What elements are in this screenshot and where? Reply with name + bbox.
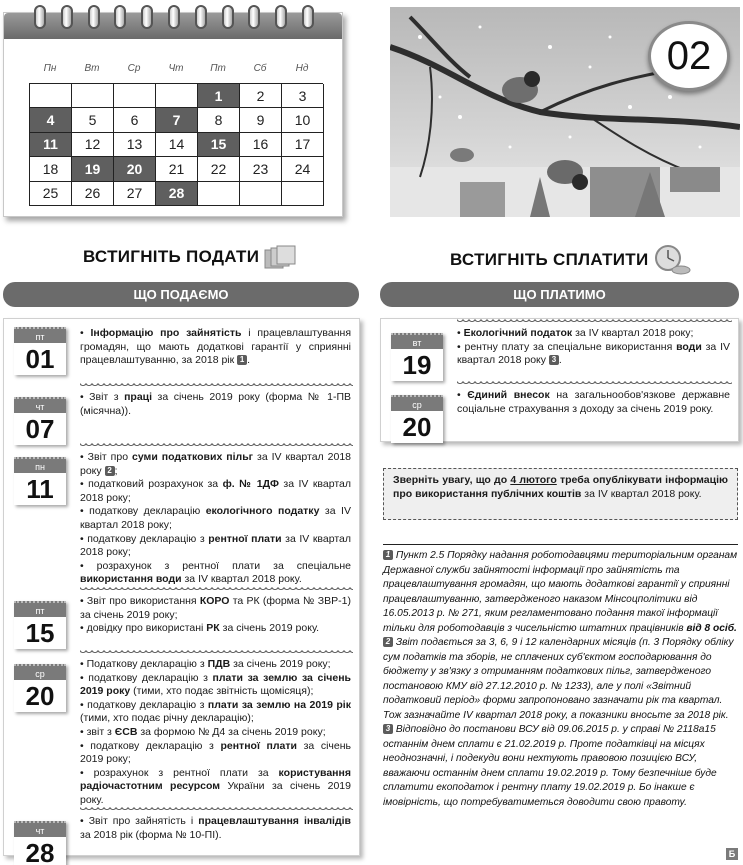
- weekday-abbr: вт: [391, 333, 443, 349]
- calendar-day: 12: [72, 133, 114, 157]
- wavy-divider: [80, 383, 353, 388]
- calendar-day: 11: [30, 133, 72, 157]
- weekday-label: Пн: [43, 63, 57, 74]
- weekday-abbr: ср: [391, 395, 443, 411]
- submit-section-label: ЩО ПОДАЄМО: [3, 282, 359, 307]
- calendar-day: 27: [114, 182, 156, 206]
- pay-title: [450, 244, 693, 276]
- day-number: 28: [25, 838, 55, 865]
- binder-ring-icon: [88, 5, 100, 29]
- binder-ring-icon: [168, 5, 180, 29]
- entry-description: • Інформацію про зайнятість і працевлаштування громадян, що мають додаткові гарантії у сприянні працевлаштуванню, за 2018 рік 1 .: [80, 327, 352, 367]
- date-tear-off-icon: [14, 601, 66, 649]
- calendar-day: 2: [240, 84, 282, 108]
- entry-description: • Єдиний внесок на загальнообов'язкове державне соціальне страхування з доходу за січень 2019 року.: [457, 389, 731, 415]
- wavy-divider: [80, 587, 353, 592]
- date-tear-off-icon: [391, 395, 443, 443]
- day-number: 11: [26, 474, 54, 504]
- calendar-day: 20: [114, 157, 156, 181]
- footnote-number: 1: [383, 550, 393, 560]
- weekday-label: Нд: [295, 63, 309, 74]
- calendar-day: 24: [282, 157, 324, 181]
- binder-ring-icon: [302, 5, 314, 29]
- weekday-abbr: пт: [14, 601, 66, 617]
- day-number: 20: [25, 680, 55, 711]
- binder-ring-icon: [34, 5, 46, 29]
- calendar-day: 3: [282, 84, 324, 108]
- day-number: 07: [25, 414, 55, 444]
- deadline-entry: [4, 650, 359, 808]
- calendar-day: 15: [198, 133, 240, 157]
- date-tear-off-icon: [14, 664, 66, 712]
- binder-ring-icon: [61, 5, 73, 29]
- calendar-empty-cell: [282, 182, 324, 206]
- public-funds-notice: [383, 468, 738, 520]
- deadline-entry: [4, 443, 359, 587]
- date-tear-off-icon: [14, 397, 66, 445]
- binder-ring-icon: [114, 5, 126, 29]
- wavy-divider: [457, 319, 732, 324]
- weekday-abbr: пн: [14, 457, 66, 473]
- entry-description: • Звіт про зайнятість і працевлаштування інвалідів за 2018 рік (форма № 10-ПІ).: [80, 815, 351, 842]
- deadline-entry: [4, 383, 359, 443]
- pay-section-label: ЩО ПЛАТИМО: [380, 282, 739, 307]
- wavy-divider: [80, 443, 353, 448]
- calendar-day: 8: [198, 108, 240, 132]
- date-tear-off-icon: [14, 821, 66, 865]
- entry-description: • Податкову декларацію з ПДВ за січень 2019 року; • податкову декларацію з плати за землю за січень 2019 року (тими, хто подає звітність щомісяця); • податкову декларацію з плати за землю на 2019 рік (тими, хто подає річну декларацію); • звіт з ЄСВ за формою № Д4 за січень 2019 року; • податкову декларацію з рентної плати за січень 2019 року; • розрахунок з рентної плати за користування радіочастотним ресурсом України за січень 2019 року.: [80, 657, 351, 806]
- calendar-day: 23: [240, 157, 282, 181]
- calendar-day: 10: [282, 108, 324, 132]
- page-marker: Б: [726, 848, 738, 860]
- calendar-empty-cell: [240, 182, 282, 206]
- deadline-entry: [4, 807, 359, 865]
- calendar-day: 14: [156, 133, 198, 157]
- calendar-grid: [29, 83, 323, 206]
- calendar-day: 13: [114, 133, 156, 157]
- calendar-day: 25: [30, 182, 72, 206]
- wavy-divider: [457, 381, 732, 386]
- calendar-day: 5: [72, 108, 114, 132]
- weekday-label: Ср: [127, 63, 141, 74]
- binder-ring-icon: [195, 5, 207, 29]
- calendar-day: 16: [240, 133, 282, 157]
- wavy-divider: [80, 650, 353, 655]
- binder-ring-icon: [141, 5, 153, 29]
- deadline-entry: [4, 587, 359, 650]
- weekday-abbr: пт: [14, 327, 66, 343]
- winter-birds-illustration: [390, 7, 740, 217]
- weekday-abbr: чт: [14, 397, 66, 413]
- pay-list: [380, 318, 739, 442]
- date-tear-off-icon: [14, 327, 66, 375]
- date-tear-off-icon: [391, 333, 443, 381]
- entry-description: • Звіт з праці за січень 2019 року (форма № 1-ПВ (місячна)).: [80, 391, 351, 417]
- calendar-day: 6: [114, 108, 156, 132]
- day-number: 15: [25, 617, 55, 648]
- binder-ring-icon: [222, 5, 234, 29]
- calendar-empty-cell: [72, 84, 114, 108]
- calendar-day: 9: [240, 108, 282, 132]
- folders-icon: [263, 244, 297, 270]
- deadline-entry: [381, 381, 738, 442]
- calendar-day: 28: [156, 182, 198, 206]
- entry-description: • Звіт про суми податкових пільг за IV квартал 2018 року 2 ; • податковий розрахунок за ф. № 1ДФ за IV квартал 2018 року; • податкову декларацію екологічного податку за IV квартал 2018 року; • податкову декларацію з рентної плати за IV квартал 2018 року; • розрахунок з рентної плати за спеціальне використання води за IV квартал 2018 року.: [80, 451, 352, 586]
- calendar-day: 26: [72, 182, 114, 206]
- calendar-day: 17: [282, 133, 324, 157]
- binder-ring-icon: [275, 5, 287, 29]
- weekday-abbr: ср: [14, 664, 66, 680]
- wavy-divider: [80, 807, 353, 812]
- day-number: 20: [402, 412, 432, 442]
- weekday-abbr: чт: [14, 821, 66, 837]
- weekday-label: Вт: [84, 63, 100, 74]
- notice-text: Зверніть увагу, що до 4 лютого треба опублікувати інформацію про використання публічних коштів за IV квартал 2018 року.: [393, 474, 728, 500]
- weekday-label: Пт: [210, 63, 226, 74]
- deadline-entry: [381, 319, 738, 381]
- footnote-number: 2: [383, 637, 393, 647]
- submit-list: [3, 318, 360, 865]
- entry-description: • Екологічний податок за IV квартал 2018 року; • рентну плату за спеціальне використання води за IV квартал 2018 року 3 .: [457, 327, 730, 367]
- entry-description: • Звіт про використання КОРО та РК (форма № ЗВР-1) за січень 2019 року; • довідку про використані РК за січень 2019 року.: [80, 594, 351, 635]
- calendar-day: 21: [156, 157, 198, 181]
- weekday-label: Чт: [168, 63, 184, 74]
- weekday-header: [29, 63, 323, 74]
- calendar-empty-cell: [156, 84, 198, 108]
- submit-title: [83, 244, 297, 270]
- footnote-3: 3 Відповідно до постанови ВСУ від 09.06.2015 р. у справі № 2118а15 останнім днем сплати є 21.02.2019 р. Проте податківці на місцях неоднозначні, і подекуди вони нехтують правовою позицією ВСУ, вважаючи останнім днем сплати 19.02.2019 р. Тому безпечніше буде сплатити екоподаток і рентну плату 19.02.2019 р. Бо інакше є імовірність, що потребуватиметься доводити свою правоту.: [383, 724, 717, 808]
- calendar-day: 1: [198, 84, 240, 108]
- calendar-empty-cell: [114, 84, 156, 108]
- footnotes: [383, 544, 738, 810]
- clock-money-icon: [653, 244, 693, 276]
- date-tear-off-icon: [14, 457, 66, 505]
- calendar-day: 4: [30, 108, 72, 132]
- calendar-day: 22: [198, 157, 240, 181]
- calendar-day: 19: [72, 157, 114, 181]
- calendar-day: 7: [156, 108, 198, 132]
- footnote-1: 1 Пункт 2.5 Порядку надання роботодавцями територіальним органам Державної служби зайнятості інформації про зайнятість та працевлаштування громадян, що мають додаткові гарантії у сприянні працевлаштуванню, затвердженого наказом Мінсоцполітики від 16.05.2013 р. № 271, яким регламентовано подання такої інформації тільки для роботодавців з чисельністю штатних працівників від 8 осіб.: [383, 550, 738, 634]
- weekday-label: Сб: [253, 63, 267, 74]
- pay-title-text: ВСТИГНІТЬ СПЛАТИТИ: [450, 250, 649, 269]
- day-number: 01: [25, 344, 55, 374]
- deadline-entry: [4, 319, 359, 383]
- month-number-badge: 02: [648, 21, 730, 91]
- month-calendar: [3, 12, 343, 217]
- footnote-number: 3: [383, 724, 393, 734]
- submit-title-text: ВСТИГНІТЬ ПОДАТИ: [83, 247, 260, 266]
- calendar-rings: [34, 5, 314, 29]
- calendar-day: 18: [30, 157, 72, 181]
- footnote-2: 2 Звіт подається за 3, 6, 9 і 12 календарних місяців (п. 3 Порядку обліку сум податків та зборів, не сплачених суб'єктом господарювання до бюджету у зв'язку з отриманням податкових пільг, затвердженого постановою КМУ від 27.12.2010 р. № 1233), але у полі «Звітний податковий період» форми запропоновано зазначати рік та квартал. Тож зазначайте IV квартал 2018 року, а показники вносьте за 2018 рік.: [383, 637, 734, 721]
- day-number: 19: [402, 350, 432, 380]
- calendar-empty-cell: [198, 182, 240, 206]
- binder-ring-icon: [248, 5, 260, 29]
- calendar-empty-cell: [30, 84, 72, 108]
